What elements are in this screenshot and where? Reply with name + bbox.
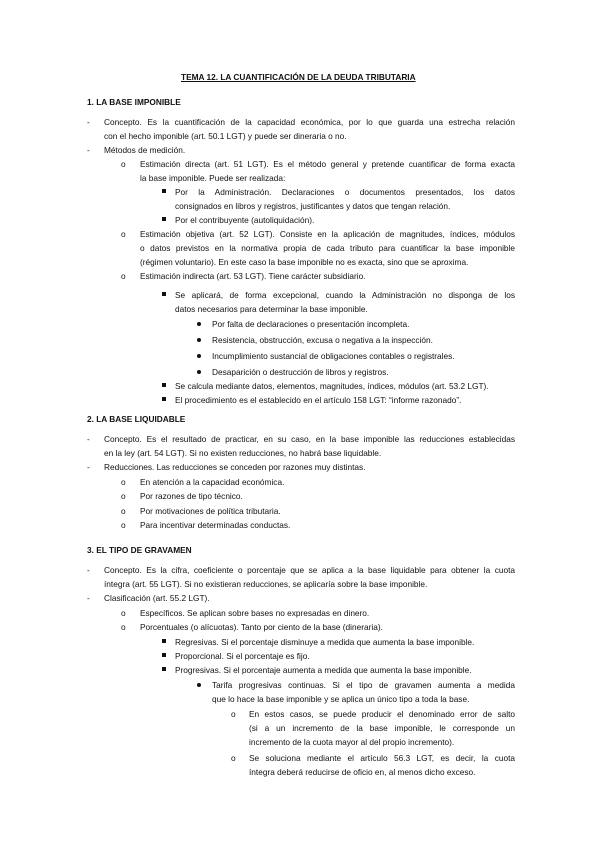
dash-bullet: - <box>87 145 90 155</box>
dot-bullet <box>197 338 201 342</box>
dot-bullet <box>197 370 201 374</box>
dash-bullet: - <box>87 462 90 472</box>
s3-clasificacion: Clasificación (art. 55.2 LGT). <box>104 593 210 603</box>
s1-objetiva-line-1: Estimación objetiva (art. 52 LGT). Consiste en la aplicación de magnitudes, índices, módulos <box>140 229 515 239</box>
s3-progresivas: Progresivas. Si el porcentaje aumenta a medida que aumenta la base imponible. <box>175 665 472 675</box>
square-bullet <box>162 292 166 296</box>
dash-bullet: - <box>87 117 90 127</box>
s2-razon-2: Por razones de tipo técnico. <box>140 491 243 501</box>
dot-bullet <box>197 354 201 358</box>
s3-tarifa-line-2: que lo hace la base imponible y se aplica un único tipo a toda la base. <box>212 694 470 704</box>
s1-excepcional-line-1: Se aplicará, de forma excepcional, cuando la Administración no disponga de los <box>175 290 515 300</box>
s3-especificos: Específicos. Se aplican sobre bases no expresadas en dinero. <box>140 608 370 618</box>
s1-directa-line-2: la base imponible. Puede ser realizada: <box>140 173 286 183</box>
square-bullet <box>162 383 166 387</box>
s3-porcentuales: Porcentuales (o alícuotas). Tanto por ciento de la base (dineraria). <box>140 622 383 632</box>
s3-tarifa-line-1: Tarifa progresivas continuas. Si el tipo de gravamen aumenta a medida <box>212 680 515 690</box>
square-bullet <box>162 639 166 643</box>
s1-objetiva-line-2: o datos previstos en la normativa propia de cada tributo para cuantificar la base imponible <box>140 243 515 253</box>
s3-proporcional: Proporcional. Si el porcentaje es fijo. <box>175 651 310 661</box>
s1-admin-line-2: consignados en libros y registros, justificantes y datos que tengan relación. <box>175 201 451 211</box>
circle-bullet: o <box>121 477 126 487</box>
section-3-heading: 3. EL TIPO DE GRAVAMEN <box>87 545 192 555</box>
circle-bullet: o <box>121 271 126 281</box>
s1-contribuyente: Por el contribuyente (autoliquidación). <box>175 215 315 225</box>
circle-bullet: o <box>121 491 126 501</box>
s1-causa-1: Por falta de declaraciones o presentación incompleta. <box>212 319 410 329</box>
s3-concepto-line-1: Concepto. Es la cifra, coeficiente o porcentaje que se aplica a la base liquidable para obtener la cuota <box>104 565 515 575</box>
dash-bullet: - <box>87 565 90 575</box>
s1-causa-4: Desaparición o destrucción de libros y registros. <box>212 367 389 377</box>
s2-concepto-line-1: Concepto. Es el resultado de practicar, en su caso, en la base imponible las reducciones establecidas <box>104 434 515 444</box>
s1-objetiva-line-3: (régimen voluntario). En este caso la base imponible no es exacta, sino que se aproxima. <box>140 257 469 267</box>
s3-salto-line-2: (si a un incremento de la base imponible, le corresponde un <box>249 723 515 733</box>
s1-admin-line-1: Por la Administración. Declaraciones o documentos presentados, los datos <box>175 187 515 197</box>
s1-excepcional-line-2: datos necesarios para determinar la base imponible. <box>175 304 368 314</box>
s2-razon-3: Por motivaciones de política tributaria. <box>140 506 281 516</box>
circle-bullet: o <box>121 506 126 516</box>
circle-bullet: o <box>121 608 126 618</box>
square-bullet <box>162 189 166 193</box>
s3-salto-line-3: incremento de la cuota mayor al del propio incremento). <box>249 737 455 747</box>
s1-directa-line-1: Estimación directa (art. 51 LGT). Es el método general y pretende cuantificar de forma exacta <box>140 159 515 169</box>
dot-bullet <box>197 322 201 326</box>
s2-reducciones: Reducciones. Las reducciones se conceden por razones muy distintas. <box>104 462 366 472</box>
s3-soluciona-line-1: Se soluciona mediante el artículo 56.3 LGT, es decir, la cuota <box>249 753 515 763</box>
s1-calcula: Se calcula mediante datos, elementos, magnitudes, índices, módulos (art. 53.2 LGT). <box>175 381 489 391</box>
s3-salto-line-1: En estos casos, se puede producir el denominado error de salto <box>249 709 515 719</box>
s1-concepto-line-2: con el hecho imponible (art. 50.1 LGT) y puede ser dineraria o no. <box>104 131 347 141</box>
dot-bullet <box>197 683 201 687</box>
s1-causa-3: Incumplimiento sustancial de obligaciones contables o registrales. <box>212 351 455 361</box>
s1-procedimiento: El procedimiento es el establecido en el artículo 158 LGT: “informe razonado”. <box>175 395 462 405</box>
s3-concepto-line-2: íntegra (art. 55 LGT). Si no existieran reducciones, se aplicaría sobre la base imponible. <box>104 579 428 589</box>
s1-concepto-line-1: Concepto. Es la cuantificación de la capacidad económica, por lo que guarda una estrecha relación <box>104 117 515 127</box>
s1-metodos: Métodos de medición. <box>104 145 186 155</box>
s2-concepto-line-2: en la ley (art. 54 LGT). Si no existen reducciones, no habrá base liquidable. <box>104 448 382 458</box>
circle-bullet: o <box>121 229 126 239</box>
s2-razon-4: Para incentivar determinadas conductas. <box>140 520 291 530</box>
s2-razon-1: En atención a la capacidad económica. <box>140 477 285 487</box>
document-title: TEMA 12. LA CUANTIFICACIÓN DE LA DEUDA TRIBUTARIA <box>181 72 416 82</box>
s3-soluciona-line-2: íntegra deberá reducirse de oficio en, al menos dicho exceso. <box>249 767 476 777</box>
section-1-heading: 1. LA BASE IMPONIBLE <box>87 97 181 107</box>
circle-bullet: o <box>231 753 236 763</box>
circle-bullet: o <box>121 622 126 632</box>
circle-bullet: o <box>121 520 126 530</box>
square-bullet <box>162 217 166 221</box>
circle-bullet: o <box>231 709 236 719</box>
s3-regresivas: Regresivas. Si el porcentaje disminuye a medida que aumenta la base imponible. <box>175 637 475 647</box>
square-bullet <box>162 397 166 401</box>
square-bullet <box>162 667 166 671</box>
circle-bullet: o <box>121 159 126 169</box>
dash-bullet: - <box>87 434 90 444</box>
dash-bullet: - <box>87 593 90 603</box>
section-2-heading: 2. LA BASE LIQUIDABLE <box>87 414 186 424</box>
s1-indirecta: Estimación indirecta (art. 53 LGT). Tiene carácter subsidiario. <box>140 271 366 281</box>
square-bullet <box>162 653 166 657</box>
s1-causa-2: Resistencia, obstrucción, excusa o negativa a la inspección. <box>212 335 433 345</box>
